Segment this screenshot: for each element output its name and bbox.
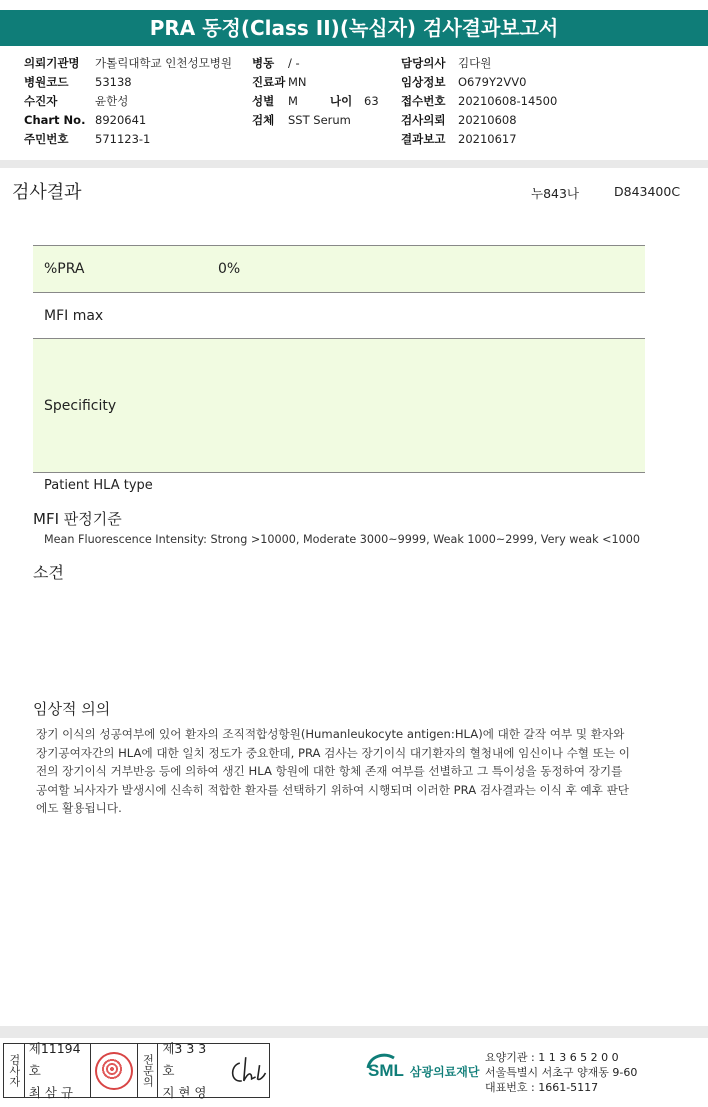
org-code: 요양기관 : 1 1 3 6 5 2 0 0 — [485, 1051, 619, 1064]
findings-title: 소견 — [33, 563, 64, 582]
field-label: 접수번호 — [401, 94, 446, 108]
clinical-significance-body: 장기 이식의 성공여부에 있어 환자의 조직적합성항원(Humanleukocyte antigen:HLA)에 대한 갈작 여부 및 환자와 장기공여자간의 HLA에 대한 일치 정도가 중요한데, PRA 검사는 장기이식 대기환자의 혈청내에 임신이나 수혈 또는 이전의 장기이식 거부반응 등에 의하여 생긴 HLA 항원에 대한 항체 존재 여부를 선별하고 그 특이성을 동정하여 장기를 공여할 뇌사자가 발생시에 신속히 적합한 환자를 선택하기 위하여 시행되며 이러한 PRA 검사결과는 이식 후 예후 판단에도 활용됩니다. — [36, 727, 630, 815]
doctor-label: 전문의 — [137, 1044, 159, 1097]
tester-info — [25, 1040, 91, 1100]
table-row — [33, 292, 645, 338]
row-label: %PRA — [44, 261, 85, 277]
table-row — [33, 338, 645, 473]
address-block — [485, 1050, 637, 1095]
field-value: 20210617 — [458, 132, 517, 146]
field-value: 윤한성 — [95, 94, 129, 108]
results-table — [33, 245, 645, 473]
row-value: 0% — [218, 261, 241, 277]
doctor-no: 제3 3 3 호 — [162, 1040, 207, 1078]
signature-box — [3, 1040, 270, 1100]
dept-value: MN — [288, 75, 307, 89]
tester-name: 최 삼 규 — [28, 1084, 73, 1100]
doctor-name: 지 현 영 — [162, 1084, 207, 1100]
field-value: 20210608-14500 — [458, 94, 558, 108]
ward-value: / - — [288, 56, 300, 70]
foundation-name: 삼광의료재단 — [409, 1064, 480, 1079]
field-label: 검사의뢰 — [401, 113, 446, 127]
field-value: 가톨릭대학교 인천성모병원 — [95, 56, 232, 70]
report-title: PRA 동정(Class II)(녹십자) 검사결과보고서 — [0, 10, 708, 46]
address: 서울특별시 서초구 양재동 9-60 — [485, 1066, 638, 1079]
doctor-info — [158, 1040, 225, 1100]
field-value: 20210608 — [458, 113, 517, 127]
row-label: Specificity — [44, 397, 117, 414]
header-col2 — [252, 54, 379, 130]
field-label: 의뢰기관명 — [24, 56, 80, 70]
field-label: 담당의사 — [401, 56, 446, 70]
field-label: 주민번호 — [24, 132, 69, 146]
clinical-significance-title: 임상적 의의 — [33, 700, 111, 718]
ward-label: 병동 — [252, 56, 275, 70]
sml-brand — [364, 1050, 479, 1082]
field-label: 수진자 — [24, 94, 58, 108]
field-label: Chart No. — [24, 113, 86, 127]
field-value: 53138 — [95, 75, 132, 89]
signature-icon — [226, 1051, 269, 1091]
specimen-label: 검체 — [252, 113, 275, 127]
age-label: 나이 — [330, 94, 353, 108]
row-label: MFI max — [44, 307, 104, 324]
header-col3 — [401, 54, 557, 149]
table-row — [33, 245, 645, 292]
dept-label: 진료과 — [252, 75, 286, 89]
sex-label: 성별 — [252, 94, 275, 108]
header-col1 — [24, 54, 232, 149]
field-value: O679Y2VV0 — [458, 75, 527, 89]
age-value: 63 — [364, 94, 379, 108]
patient-hla-label: Patient HLA type — [44, 478, 153, 493]
sex-value: M — [288, 94, 298, 108]
field-label: 결과보고 — [401, 132, 446, 146]
phone: 대표번호 : 1661-5117 — [485, 1081, 599, 1094]
divider — [0, 160, 708, 168]
results-title: 검사결과 — [12, 182, 82, 203]
field-label: 병원코드 — [24, 75, 69, 89]
field-value: 8920641 — [95, 113, 147, 127]
specimen-value: SST Serum — [288, 113, 351, 127]
footer-divider — [0, 1026, 708, 1038]
sml-logo-text: SML — [368, 1061, 404, 1080]
field-value: 571123-1 — [95, 132, 151, 146]
test-id: D843400C — [614, 184, 681, 199]
mfi-title: MFI 판정기준 — [33, 510, 122, 528]
field-label: 임상정보 — [401, 75, 446, 89]
mfi-criteria: Mean Fluorescence Intensity: Strong >10000, Moderate 3000~9999, Weak 1000~2999, Very weak <1000 — [44, 533, 641, 546]
tester-label: 검사자 — [4, 1044, 25, 1097]
test-code: 누843나 — [531, 186, 580, 201]
field-value: 김다원 — [458, 56, 492, 70]
seal-icon — [95, 1052, 133, 1090]
tester-no: 제11194호 — [28, 1040, 81, 1078]
